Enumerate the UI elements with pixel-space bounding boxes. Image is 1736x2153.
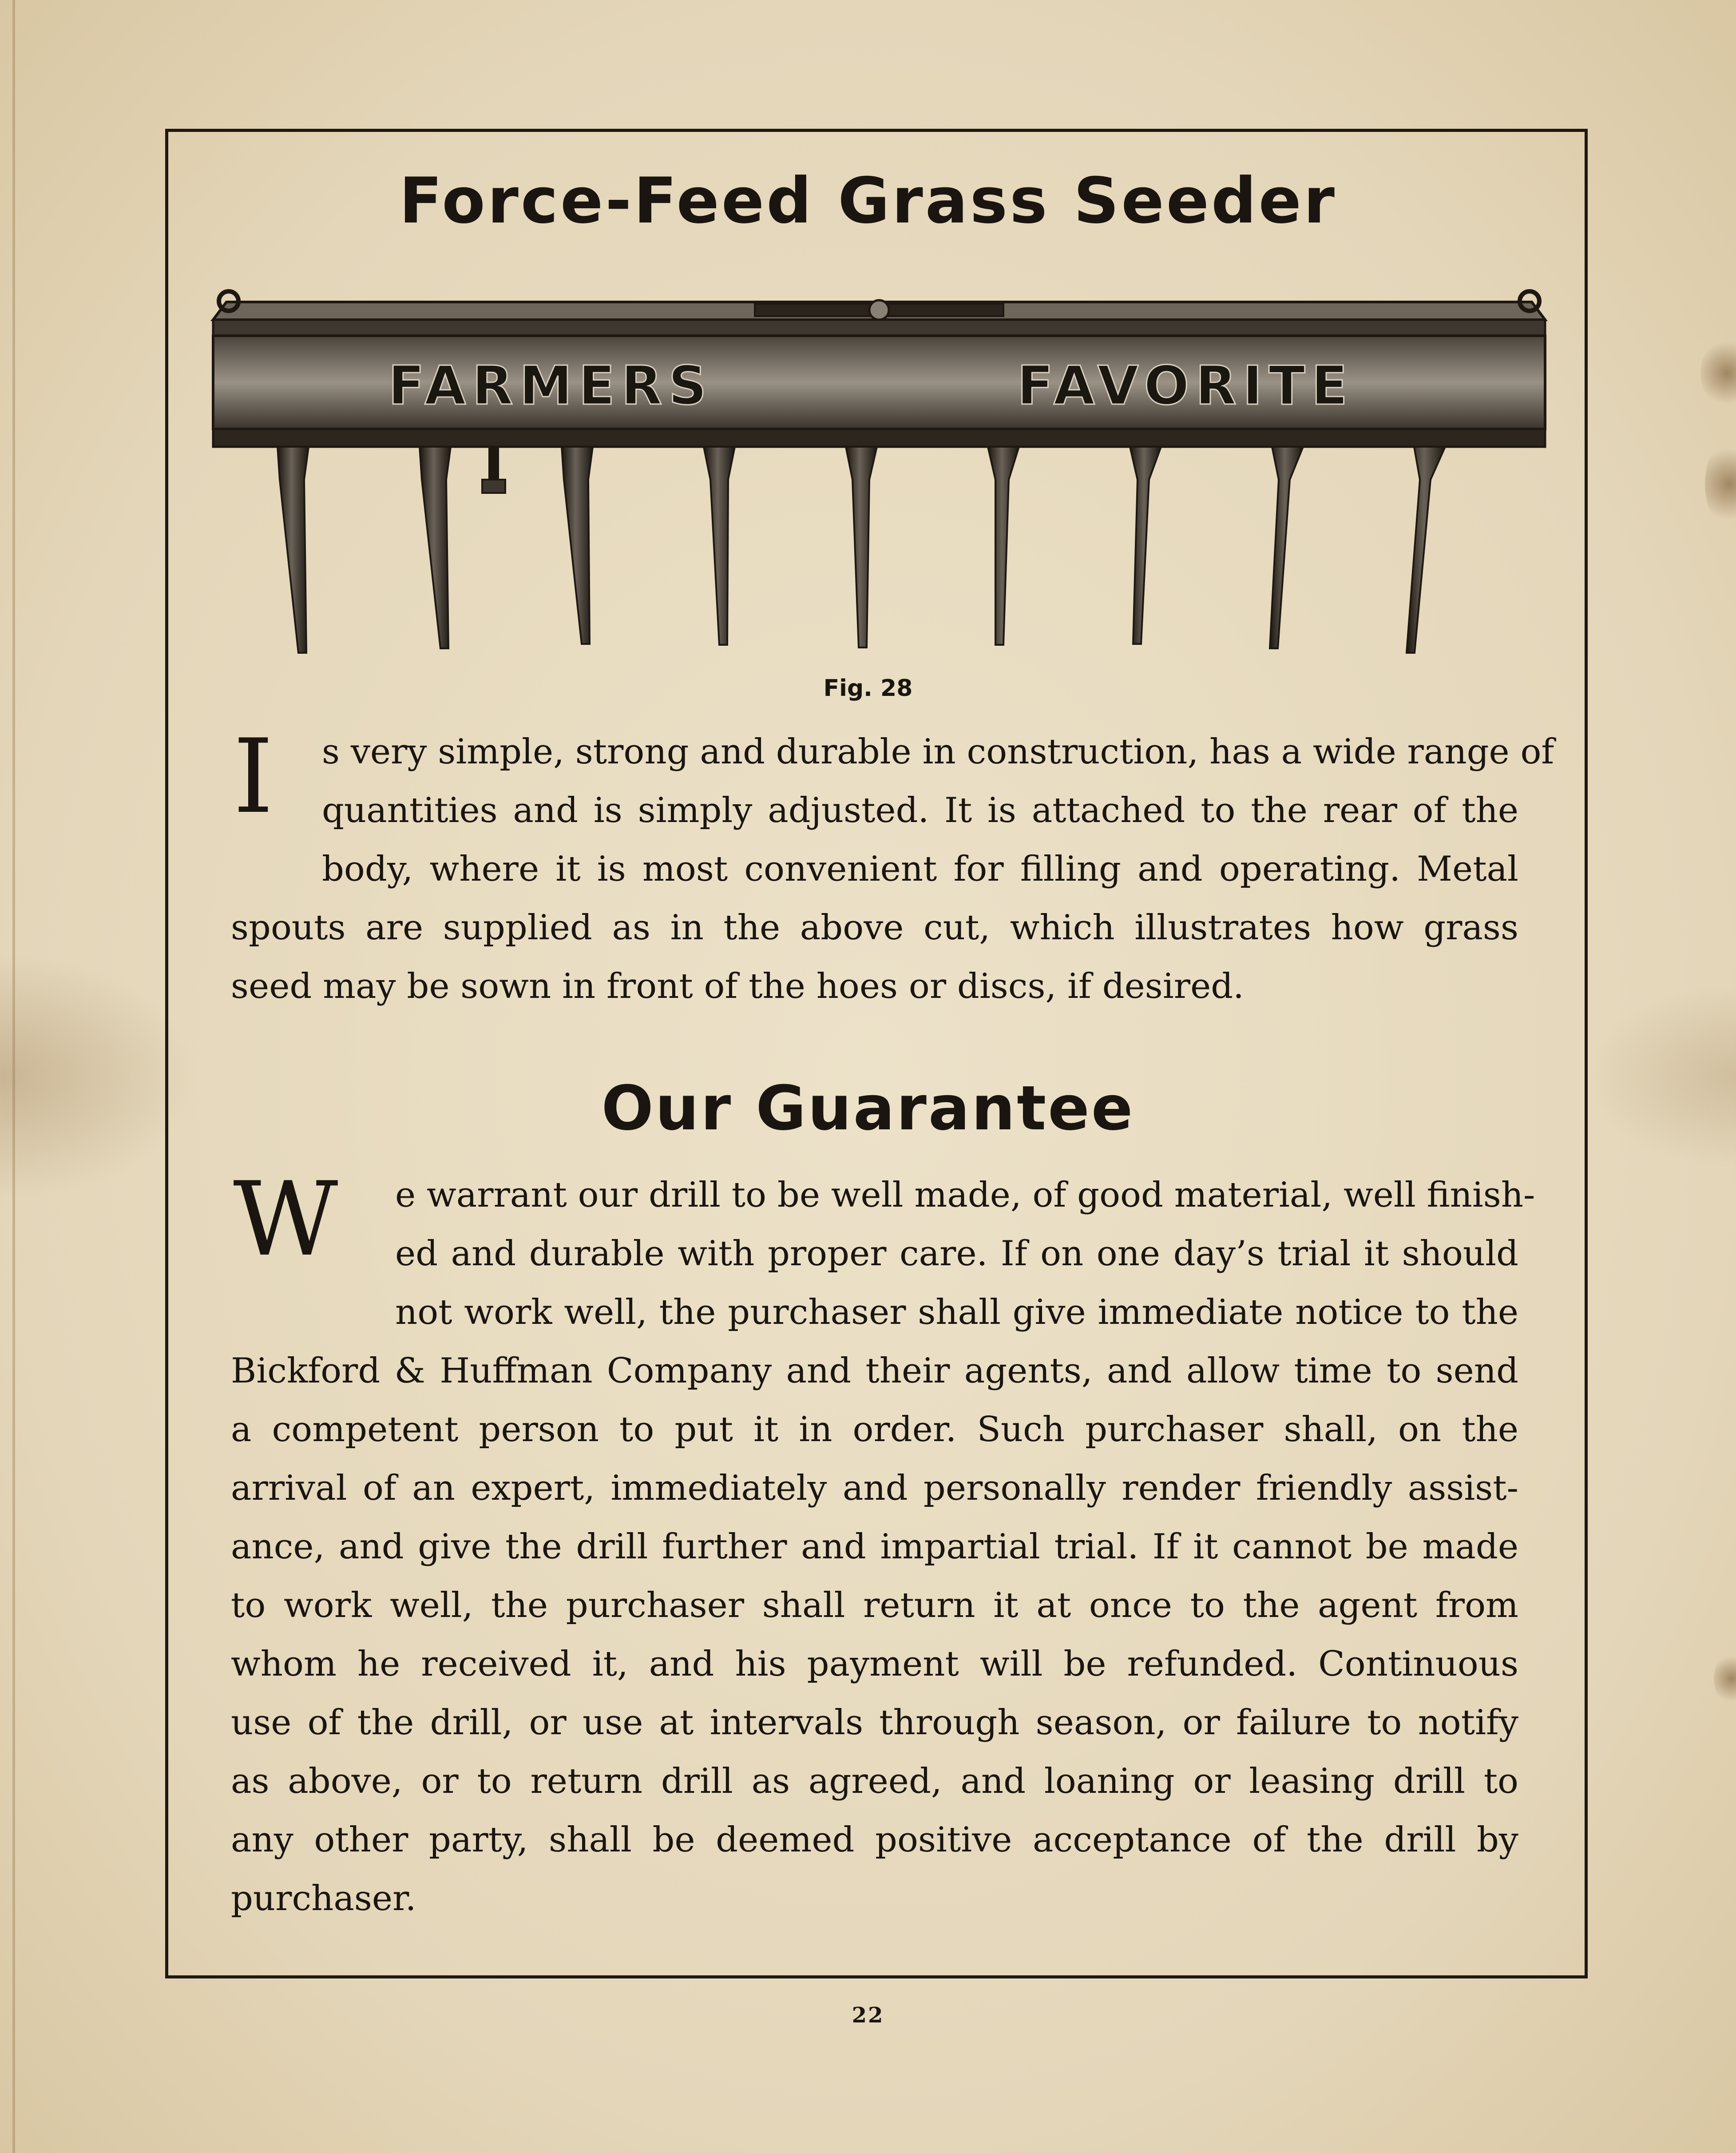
guarantee-title: Our Guarantee [601,1073,1135,1144]
guarantee-text [231,1160,1535,1928]
guarantee-drop-cap: W [233,1160,338,1279]
figure-caption: Fig. 28 [823,675,913,702]
seeder-description [231,718,1554,1016]
box-label-favorite: FAVORITE [1017,355,1354,417]
text-line: not work well, the purchaser shall give immediate notice to the [395,1292,1518,1332]
stain-mark [1714,1652,1736,1705]
text-line: to work well, the purchaser shall return it at once to the agent from [231,1585,1518,1625]
seeder-title: Force-Feed Grass Seeder [399,164,1337,238]
text-line: ed and durable with proper care. If on one day’s trial it should [395,1234,1518,1274]
text-line: arrival of an expert, immediately and personally render friendly assist- [231,1468,1518,1508]
text-line: a competent person to put it in order. Such purchaser shall, on the [231,1410,1518,1450]
text-line: spouts are supplied as in the above cut, which illustrates how grass [231,908,1518,948]
page-number: 22 [852,2003,884,2028]
text-line: seed may be sown in front of the hoes or discs, if desired. [231,966,1244,1006]
text-line: s very simple, strong and durable in construction, has a wide range of [322,732,1554,772]
stain-mark [1700,338,1736,409]
text-line: whom he received it, and his payment will be refunded. Continuous [231,1644,1518,1684]
text-line: Bickford & Huffman Company and their agents, and allow time to send [231,1351,1518,1391]
text-line: as above, or to return drill as agreed, and loaning or leasing drill to [231,1761,1518,1801]
stain-mark [1705,440,1736,528]
text-line: quantities and is simply adjusted. It is attached to the rear of the [322,790,1518,830]
grass-seeder-illustration [204,284,1554,657]
text-line: e warrant our drill to be well made, of good material, well finish- [395,1175,1535,1215]
text-line: purchaser. [231,1879,416,1919]
text-line: ance, and give the drill further and impartial trial. If it cannot be made [231,1527,1518,1567]
box-label-farmers: FARMERS [388,355,713,417]
seeder-drop-cap: I [233,718,273,836]
text-line: any other party, shall be deemed positive acceptance of the drill by [231,1820,1518,1860]
text-line: body, where it is most convenient for filling and operating. Metal [322,849,1518,889]
seed-spouts [277,447,1445,653]
text-line: use of the drill, or use at intervals through season, or failure to notify [231,1703,1518,1743]
